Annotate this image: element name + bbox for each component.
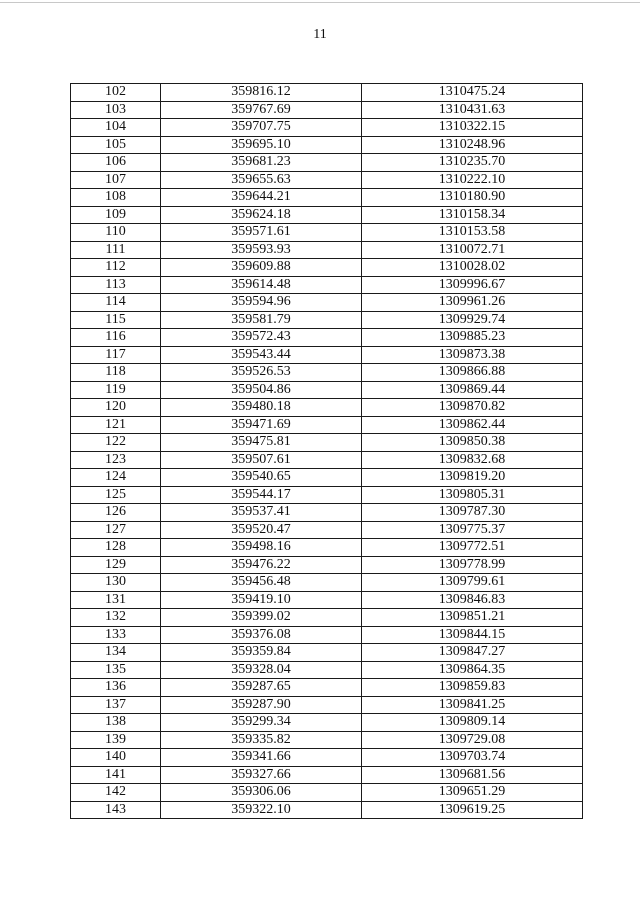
x-coordinate-cell: 359507.61 — [161, 451, 362, 469]
point-number-cell: 109 — [71, 206, 161, 224]
table-row — [71, 749, 583, 767]
y-coordinate-cell: 1310431.63 — [362, 101, 583, 119]
y-coordinate-cell: 1310153.58 — [362, 224, 583, 242]
y-coordinate-cell: 1310235.70 — [362, 154, 583, 172]
table-row — [71, 644, 583, 662]
point-number-cell: 115 — [71, 311, 161, 329]
table-row — [71, 136, 583, 154]
point-number-cell: 110 — [71, 224, 161, 242]
x-coordinate-cell: 359695.10 — [161, 136, 362, 154]
x-coordinate-cell: 359520.47 — [161, 521, 362, 539]
y-coordinate-cell: 1309846.83 — [362, 591, 583, 609]
table-row — [71, 609, 583, 627]
table-row — [71, 294, 583, 312]
y-coordinate-cell: 1310180.90 — [362, 189, 583, 207]
table-row — [71, 416, 583, 434]
table-row — [71, 259, 583, 277]
y-coordinate-cell: 1309787.30 — [362, 504, 583, 522]
x-coordinate-cell: 359328.04 — [161, 661, 362, 679]
y-coordinate-cell: 1309847.27 — [362, 644, 583, 662]
point-number-cell: 129 — [71, 556, 161, 574]
point-number-cell: 131 — [71, 591, 161, 609]
point-number-cell: 114 — [71, 294, 161, 312]
x-coordinate-cell: 359419.10 — [161, 591, 362, 609]
table-row — [71, 276, 583, 294]
y-coordinate-cell: 1309864.35 — [362, 661, 583, 679]
table-row — [71, 521, 583, 539]
table-row — [71, 679, 583, 697]
x-coordinate-cell: 359644.21 — [161, 189, 362, 207]
x-coordinate-cell: 359681.23 — [161, 154, 362, 172]
table-row — [71, 661, 583, 679]
table-row — [71, 154, 583, 172]
point-number-cell: 136 — [71, 679, 161, 697]
y-coordinate-cell: 1309873.38 — [362, 346, 583, 364]
x-coordinate-cell: 359480.18 — [161, 399, 362, 417]
y-coordinate-cell: 1309805.31 — [362, 486, 583, 504]
x-coordinate-cell: 359572.43 — [161, 329, 362, 347]
point-number-cell: 105 — [71, 136, 161, 154]
x-coordinate-cell: 359544.17 — [161, 486, 362, 504]
x-coordinate-cell: 359327.66 — [161, 766, 362, 784]
point-number-cell: 123 — [71, 451, 161, 469]
y-coordinate-cell: 1310322.15 — [362, 119, 583, 137]
point-number-cell: 121 — [71, 416, 161, 434]
y-coordinate-cell: 1309772.51 — [362, 539, 583, 557]
table-row — [71, 241, 583, 259]
x-coordinate-cell: 359376.08 — [161, 626, 362, 644]
x-coordinate-cell: 359475.81 — [161, 434, 362, 452]
point-number-cell: 134 — [71, 644, 161, 662]
x-coordinate-cell: 359456.48 — [161, 574, 362, 592]
x-coordinate-cell: 359299.34 — [161, 714, 362, 732]
x-coordinate-cell: 359614.48 — [161, 276, 362, 294]
table-row — [71, 346, 583, 364]
x-coordinate-cell: 359526.53 — [161, 364, 362, 382]
x-coordinate-cell: 359341.66 — [161, 749, 362, 767]
coordinates-table — [70, 83, 583, 819]
table-row — [71, 311, 583, 329]
table-row — [71, 206, 583, 224]
point-number-cell: 104 — [71, 119, 161, 137]
x-coordinate-cell: 359476.22 — [161, 556, 362, 574]
point-number-cell: 120 — [71, 399, 161, 417]
point-number-cell: 130 — [71, 574, 161, 592]
x-coordinate-cell: 359816.12 — [161, 84, 362, 102]
table-row — [71, 171, 583, 189]
y-coordinate-cell: 1309832.68 — [362, 451, 583, 469]
x-coordinate-cell: 359767.69 — [161, 101, 362, 119]
y-coordinate-cell: 1309866.88 — [362, 364, 583, 382]
point-number-cell: 103 — [71, 101, 161, 119]
y-coordinate-cell: 1309862.44 — [362, 416, 583, 434]
table-row — [71, 119, 583, 137]
y-coordinate-cell: 1309809.14 — [362, 714, 583, 732]
table-row — [71, 329, 583, 347]
table-row — [71, 539, 583, 557]
y-coordinate-cell: 1309799.61 — [362, 574, 583, 592]
x-coordinate-cell: 359540.65 — [161, 469, 362, 487]
top-border-line — [0, 2, 640, 3]
table-row — [71, 504, 583, 522]
x-coordinate-cell: 359306.06 — [161, 784, 362, 802]
y-coordinate-cell: 1309996.67 — [362, 276, 583, 294]
table-row — [71, 801, 583, 819]
y-coordinate-cell: 1309819.20 — [362, 469, 583, 487]
y-coordinate-cell: 1309850.38 — [362, 434, 583, 452]
table-row — [71, 731, 583, 749]
table-row — [71, 451, 583, 469]
point-number-cell: 137 — [71, 696, 161, 714]
x-coordinate-cell: 359471.69 — [161, 416, 362, 434]
y-coordinate-cell: 1309729.08 — [362, 731, 583, 749]
x-coordinate-cell: 359287.90 — [161, 696, 362, 714]
point-number-cell: 119 — [71, 381, 161, 399]
x-coordinate-cell: 359335.82 — [161, 731, 362, 749]
table-row — [71, 591, 583, 609]
table-row — [71, 556, 583, 574]
point-number-cell: 125 — [71, 486, 161, 504]
point-number-cell: 143 — [71, 801, 161, 819]
coordinates-table-body — [71, 84, 583, 819]
table-row — [71, 696, 583, 714]
point-number-cell: 139 — [71, 731, 161, 749]
x-coordinate-cell: 359359.84 — [161, 644, 362, 662]
x-coordinate-cell: 359707.75 — [161, 119, 362, 137]
table-row — [71, 486, 583, 504]
y-coordinate-cell: 1309929.74 — [362, 311, 583, 329]
point-number-cell: 140 — [71, 749, 161, 767]
point-number-cell: 124 — [71, 469, 161, 487]
table-row — [71, 224, 583, 242]
x-coordinate-cell: 359399.02 — [161, 609, 362, 627]
y-coordinate-cell: 1309885.23 — [362, 329, 583, 347]
y-coordinate-cell: 1309961.26 — [362, 294, 583, 312]
y-coordinate-cell: 1310072.71 — [362, 241, 583, 259]
point-number-cell: 108 — [71, 189, 161, 207]
page-number: 11 — [313, 27, 327, 42]
y-coordinate-cell: 1309870.82 — [362, 399, 583, 417]
y-coordinate-cell: 1309703.74 — [362, 749, 583, 767]
x-coordinate-cell: 359498.16 — [161, 539, 362, 557]
table-row — [71, 784, 583, 802]
x-coordinate-cell: 359504.86 — [161, 381, 362, 399]
point-number-cell: 107 — [71, 171, 161, 189]
point-number-cell: 126 — [71, 504, 161, 522]
table-row — [71, 434, 583, 452]
y-coordinate-cell: 1310028.02 — [362, 259, 583, 277]
point-number-cell: 102 — [71, 84, 161, 102]
table-row — [71, 469, 583, 487]
x-coordinate-cell: 359543.44 — [161, 346, 362, 364]
y-coordinate-cell: 1309651.29 — [362, 784, 583, 802]
x-coordinate-cell: 359571.61 — [161, 224, 362, 242]
point-number-cell: 117 — [71, 346, 161, 364]
point-number-cell: 133 — [71, 626, 161, 644]
x-coordinate-cell: 359593.93 — [161, 241, 362, 259]
x-coordinate-cell: 359287.65 — [161, 679, 362, 697]
y-coordinate-cell: 1310158.34 — [362, 206, 583, 224]
y-coordinate-cell: 1309844.15 — [362, 626, 583, 644]
y-coordinate-cell: 1309681.56 — [362, 766, 583, 784]
y-coordinate-cell: 1309775.37 — [362, 521, 583, 539]
point-number-cell: 141 — [71, 766, 161, 784]
point-number-cell: 113 — [71, 276, 161, 294]
point-number-cell: 128 — [71, 539, 161, 557]
y-coordinate-cell: 1309778.99 — [362, 556, 583, 574]
point-number-cell: 112 — [71, 259, 161, 277]
table-row — [71, 766, 583, 784]
point-number-cell: 122 — [71, 434, 161, 452]
y-coordinate-cell: 1310222.10 — [362, 171, 583, 189]
x-coordinate-cell: 359537.41 — [161, 504, 362, 522]
point-number-cell: 138 — [71, 714, 161, 732]
x-coordinate-cell: 359581.79 — [161, 311, 362, 329]
point-number-cell: 142 — [71, 784, 161, 802]
x-coordinate-cell: 359322.10 — [161, 801, 362, 819]
table-row — [71, 381, 583, 399]
x-coordinate-cell: 359594.96 — [161, 294, 362, 312]
y-coordinate-cell: 1309619.25 — [362, 801, 583, 819]
point-number-cell: 132 — [71, 609, 161, 627]
point-number-cell: 111 — [71, 241, 161, 259]
y-coordinate-cell: 1309851.21 — [362, 609, 583, 627]
table-row — [71, 626, 583, 644]
x-coordinate-cell: 359624.18 — [161, 206, 362, 224]
table-row — [71, 399, 583, 417]
table-row — [71, 101, 583, 119]
table-row — [71, 84, 583, 102]
point-number-cell: 116 — [71, 329, 161, 347]
y-coordinate-cell: 1310248.96 — [362, 136, 583, 154]
table-row — [71, 364, 583, 382]
table-row — [71, 574, 583, 592]
table-row — [71, 714, 583, 732]
y-coordinate-cell: 1309841.25 — [362, 696, 583, 714]
x-coordinate-cell: 359609.88 — [161, 259, 362, 277]
table-row — [71, 189, 583, 207]
point-number-cell: 135 — [71, 661, 161, 679]
x-coordinate-cell: 359655.63 — [161, 171, 362, 189]
point-number-cell: 127 — [71, 521, 161, 539]
point-number-cell: 118 — [71, 364, 161, 382]
y-coordinate-cell: 1309869.44 — [362, 381, 583, 399]
y-coordinate-cell: 1310475.24 — [362, 84, 583, 102]
point-number-cell: 106 — [71, 154, 161, 172]
y-coordinate-cell: 1309859.83 — [362, 679, 583, 697]
